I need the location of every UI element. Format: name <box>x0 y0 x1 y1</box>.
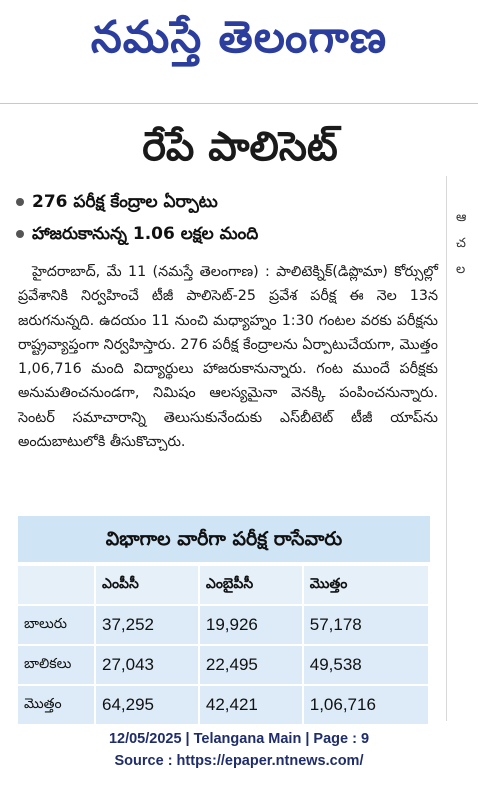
article-body <box>18 260 438 454</box>
bullet-text-2: హాజరుకానున్న 1.06 లక్షల మంది <box>32 224 259 244</box>
table-cell: 37,252 <box>96 606 200 646</box>
table-title: విభాగాల వారీగా పరీక్ష రాసేవారు <box>18 516 430 562</box>
bullet-text-1: 276 పరీక్ష కేంద్రాల ఏర్పాటు <box>32 192 218 212</box>
bullet-point-1 <box>16 190 436 214</box>
page-footer <box>0 728 478 772</box>
table-row <box>18 686 430 726</box>
masthead-divider <box>0 103 478 104</box>
table-cell: 57,178 <box>304 606 430 646</box>
article-paragraph: హైదరాబాద్, మే 11 (నమస్తే తెలంగాణ) : పాలిటెక్నిక్(డిప్లొమా) కోర్సుల్లో ప్రవేశానికి నిర్వహించే టీజీ పాలిసెట్-25 ప్రవేశ పరీక్ష ఈ నెల 13న జరుగనున్నది. ఉదయం 11 నుంచి మధ్యాహ్నం 1:30 గంటల వరకు పరీక్షను రాష్ట్రవ్యాప్తంగా నిర్వహిస్తారు. 276 పరీక్ష కేంద్రాలను ఏర్పాటుచేయగా, మొత్తం 1,06,716 మంది విద్యార్థులు హాజరుకానున్నారు. గంట ముందే పరీక్షకు అనుమతించనుండగా, నిమిషం ఆలస్యమైనా వెనక్కి పంపించనున్నారు. సెంటర్ సమాచారాన్ని తెలుసుకునేందుకు ఎస్‌బీటెట్ టీజీ యాప్‌ను అందుబాటులోకి తీసుకొచ్చారు. <box>18 264 438 451</box>
bullet-point-2 <box>16 222 436 246</box>
article-headline: రేపే పాలిసెట్ <box>142 124 338 170</box>
table-cell: 64,295 <box>96 686 200 726</box>
table-cell: 49,538 <box>304 646 430 686</box>
table-header-cell: మొత్తం <box>304 566 430 606</box>
table-row <box>18 646 430 686</box>
table-cell: 22,495 <box>200 646 304 686</box>
adjacent-column-fragment: చ <box>456 236 466 251</box>
adjacent-column-fragment: ల <box>456 262 466 277</box>
table-cell: 19,926 <box>200 606 304 646</box>
table-cell: 1,06,716 <box>304 686 430 726</box>
table-header-row <box>18 566 430 606</box>
table-header-cell: ఎంపీసీ <box>96 566 200 606</box>
row-label: మొత్తం <box>18 686 96 726</box>
bullet-dot-icon <box>16 230 24 238</box>
source-link[interactable]: Source : https://epaper.ntnews.com/ <box>114 753 364 769</box>
row-label: బాలికలు <box>18 646 96 686</box>
table-header-cell: ఎంబైపీసీ <box>200 566 304 606</box>
table-cell: 27,043 <box>96 646 200 686</box>
bullet-dot-icon <box>16 198 24 206</box>
candidates-table <box>18 566 430 726</box>
column-divider <box>446 176 447 721</box>
table-row <box>18 606 430 646</box>
newspaper-masthead: నమస్తే తెలంగాణ <box>90 12 388 63</box>
adjacent-column-fragment: ఆ <box>456 210 467 225</box>
publication-info: 12/05/2025 | Telangana Main | Page : 9 <box>108 731 370 747</box>
row-label: బాలురు <box>18 606 96 646</box>
table-header-cell <box>18 566 96 606</box>
table-cell: 42,421 <box>200 686 304 726</box>
